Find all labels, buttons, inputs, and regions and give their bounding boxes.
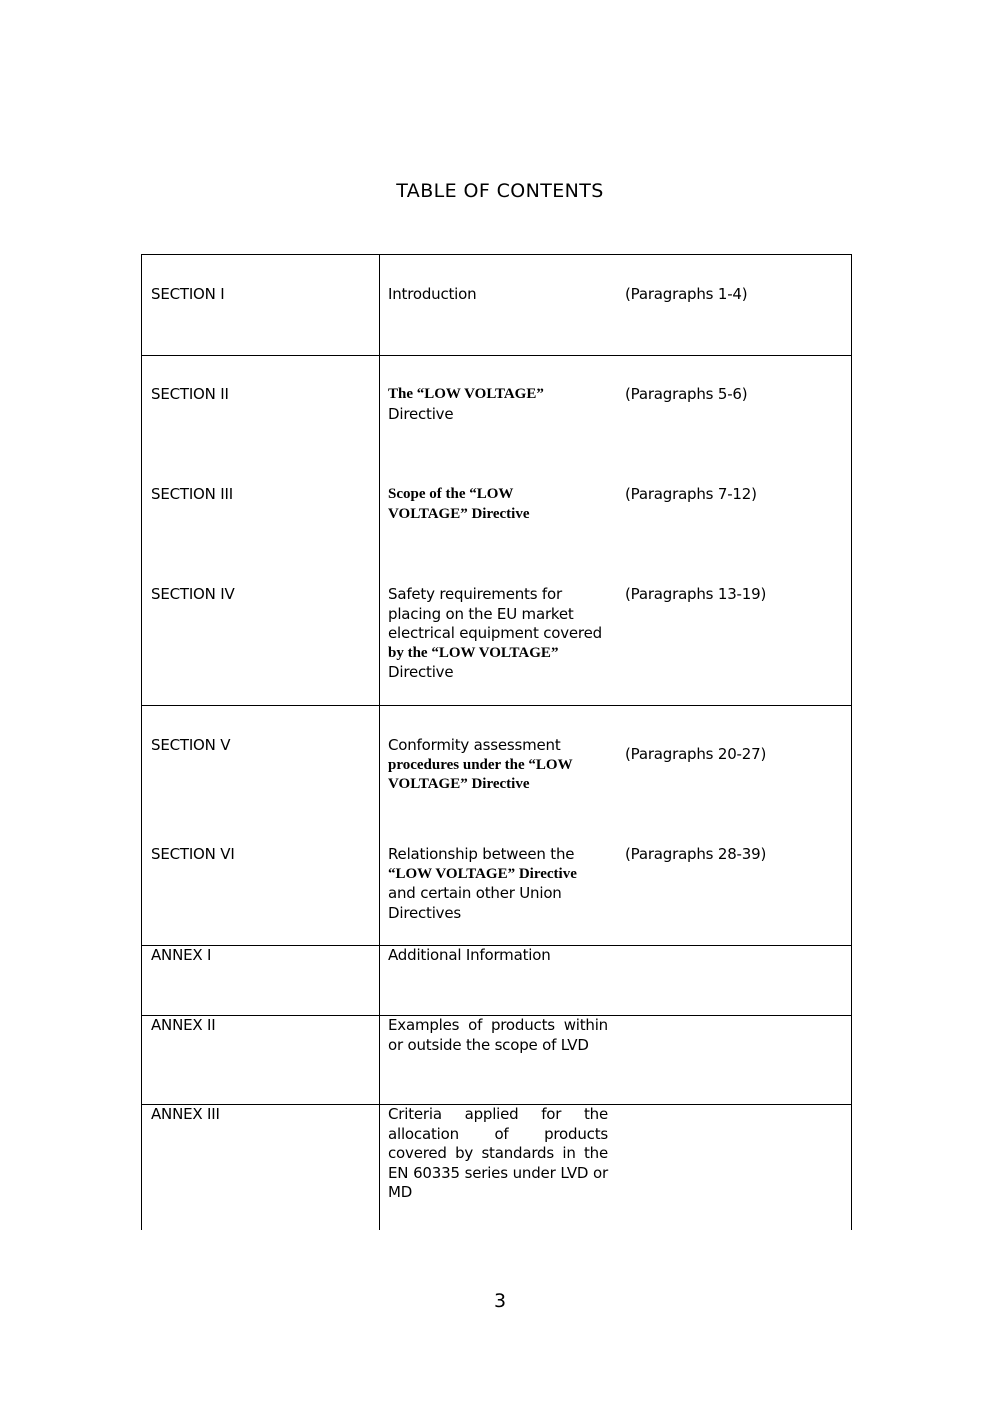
toc-entry-title [388,946,608,966]
toc-paragraph-range: (Paragraphs 1-4) [625,285,748,303]
toc-entry-title [388,385,608,424]
toc-title-line: Directive [388,404,454,423]
toc-title-line: Directives [388,903,462,922]
toc-title-line: Additional Information [388,946,551,964]
toc-title-line: Relationship between the [388,845,575,863]
toc-section-label: SECTION III [151,485,233,503]
toc-entry-title: Examples of products within or outside the scope of LVD [388,1016,608,1054]
toc-title-line: and certain other Union [388,884,562,902]
toc-section-label: SECTION V [151,736,231,754]
toc-entry-title [388,736,608,795]
row-divider [142,355,851,356]
toc-entry-title: Criteria applied for the allocation of products covered by standards in the EN 60335 series under LVD or MD [388,1105,608,1201]
toc-title-line: procedures under the “LOW [388,756,573,773]
toc-paragraph-range: (Paragraphs 28-39) [625,845,767,863]
toc-title-line: Safety requirements for [388,585,562,603]
toc-paragraph-range: (Paragraphs 5-6) [625,385,748,403]
page-number: 3 [493,1290,507,1312]
toc-annex-label: ANNEX II [151,1016,216,1034]
row-divider [142,705,851,706]
toc-title-line: Scope of the “LOW [388,486,514,502]
toc-title-line: electrical equipment covered [388,624,602,642]
toc-section-label: SECTION II [151,385,229,403]
toc-annex-label: ANNEX III [151,1105,220,1123]
toc-table [141,254,852,1230]
toc-section-label: SECTION I [151,285,225,303]
page-title: TABLE OF CONTENTS [396,180,604,202]
toc-title-line: VOLTAGE” Directive [388,505,530,522]
toc-title-line: by the “LOW VOLTAGE” [388,644,559,661]
toc-paragraph-range: (Paragraphs 20-27) [625,745,767,763]
toc-paragraph-range: (Paragraphs 7-12) [625,485,757,503]
toc-entry-title [388,485,608,524]
toc-section-label: SECTION IV [151,585,235,603]
toc-entry-title [388,845,608,923]
toc-title-line: VOLTAGE” Directive [388,776,530,792]
column-divider [379,255,380,1230]
toc-title-line: The “LOW VOLTAGE” [388,386,544,402]
toc-paragraph-range: (Paragraphs 13-19) [625,585,767,603]
toc-annex-label: ANNEX I [151,946,212,964]
toc-title-line: “LOW VOLTAGE” Directive [388,865,577,882]
toc-title-line: Conformity assessment [388,736,561,754]
toc-section-label: SECTION VI [151,845,235,863]
toc-entry-title [388,585,608,683]
toc-title-line: Introduction [388,285,477,303]
toc-title-line: Directive [388,663,454,681]
toc-entry-title [388,285,608,305]
toc-title-line: placing on the EU market [388,604,574,623]
